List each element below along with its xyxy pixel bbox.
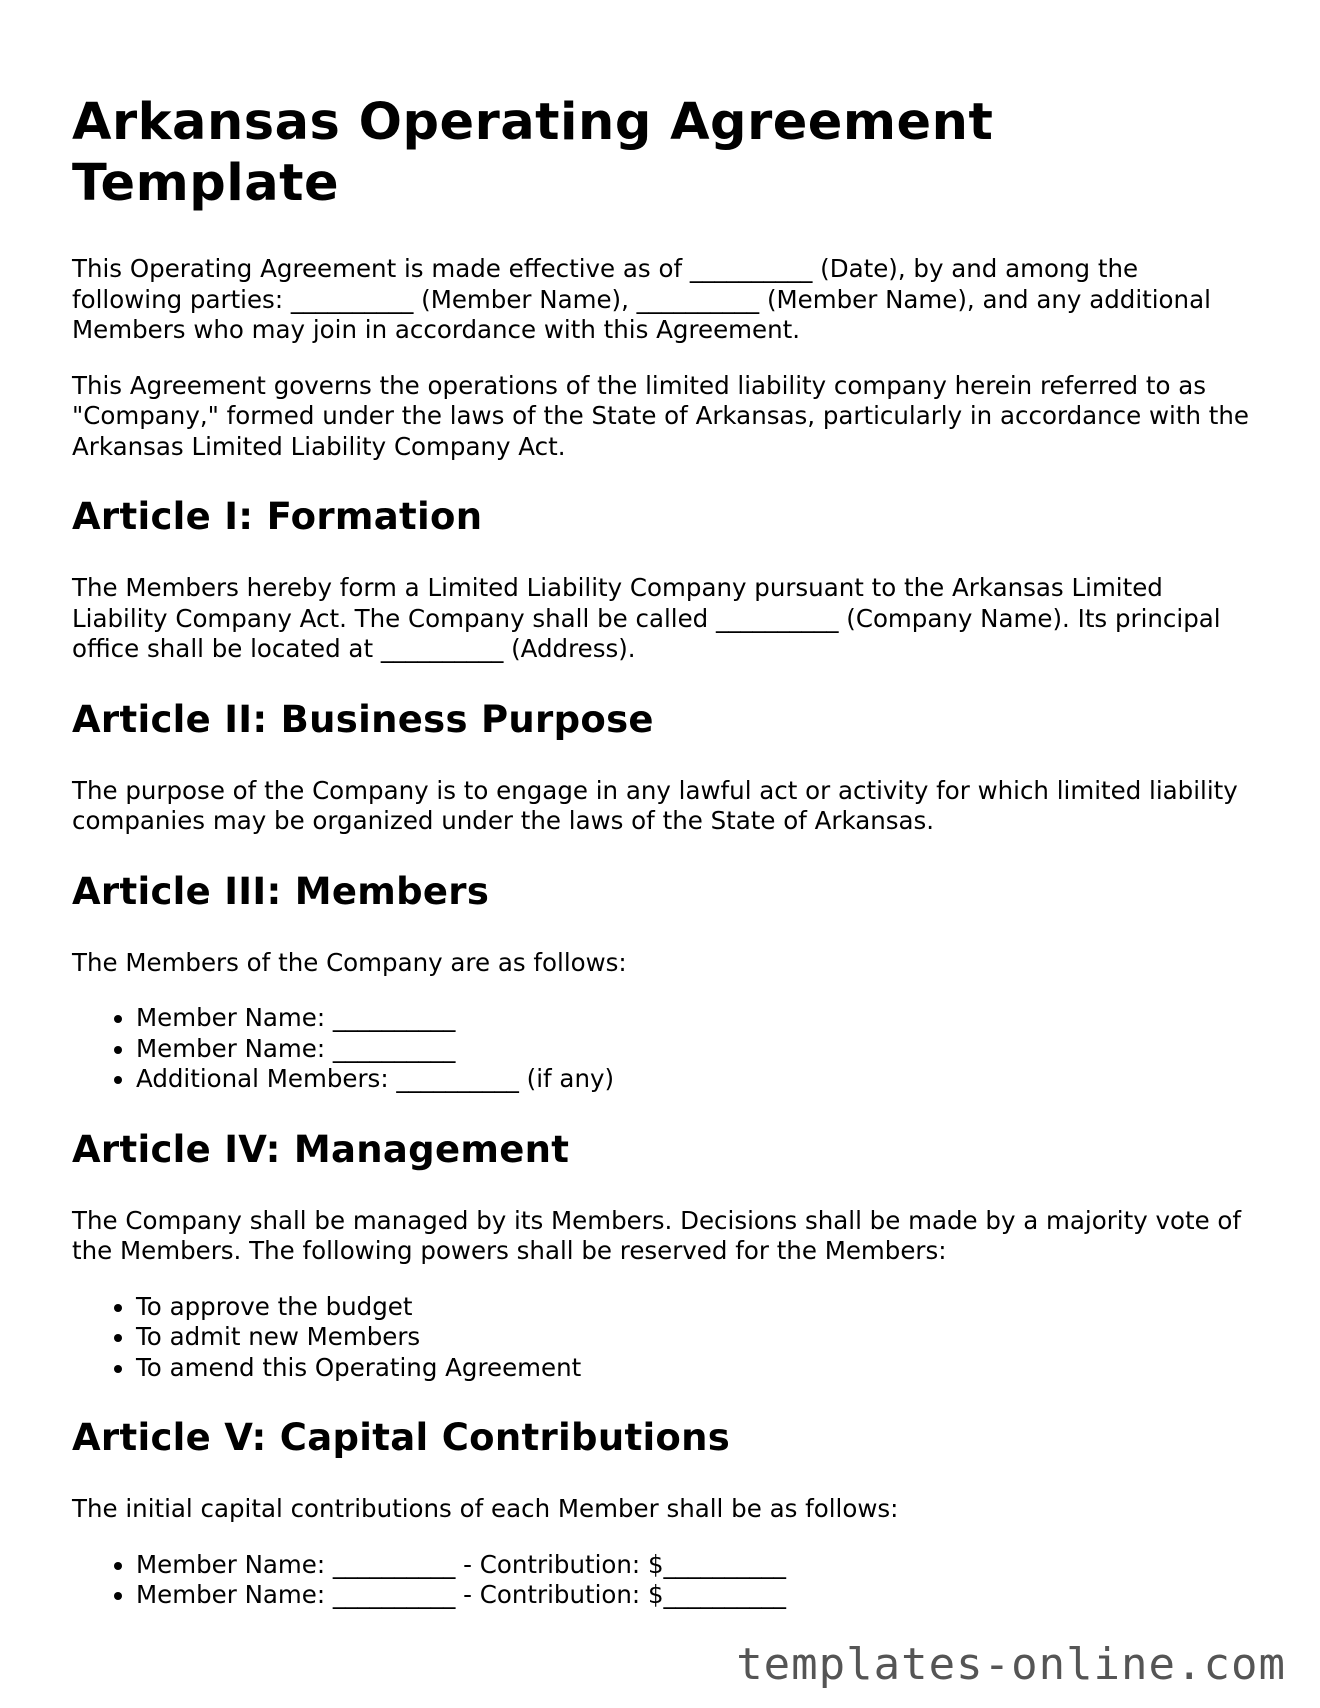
article-management	[72, 1128, 1252, 1384]
article-paragraph: The Company shall be managed by its Members. Decisions shall be made by a majority vote of the Members. The following powers shall be reserved for the Members:	[72, 1205, 1242, 1265]
members-list	[72, 1003, 1252, 1095]
site-watermark: templates-online.com	[736, 1639, 1286, 1690]
article-heading: Article II: Business Purpose	[72, 697, 654, 741]
list-item: • Additional Members: __________ (if any)	[136, 1064, 1252, 1095]
document-title: Arkansas Operating Agreement Template	[72, 93, 994, 213]
article-heading: Article V: Capital Contributions	[72, 1416, 731, 1459]
intro-paragraph-governance: This Agreement governs the operations of the limited liability company herein referred to as "Company," formed under the laws of the State of Arkansas, particularly in accordance with the Arkansas Limited Liability Company Act.	[72, 370, 1249, 461]
list-item: • Member Name: __________ - Contribution: $__________	[136, 1580, 1252, 1611]
article-members	[72, 870, 1252, 1095]
article-paragraph: The Members of the Company are as follows:	[72, 947, 627, 977]
article-formation	[72, 495, 1252, 665]
intro-paragraph-effective-date: This Operating Agreement is made effective as of __________ (Date), by and among the following parties: __________ (Member Name), __________ (Member Name), and any additional Members who may join in accordance with this Agreement.	[72, 254, 1211, 344]
article-business-purpose	[72, 698, 1252, 837]
reserved-powers-list	[72, 1292, 1252, 1384]
article-heading: Article III: Members	[72, 869, 490, 913]
article-paragraph: The initial capital contributions of each Member shall be as follows:	[72, 1494, 899, 1523]
article-heading: Article IV: Management	[72, 1127, 570, 1171]
contributions-list	[72, 1550, 1252, 1611]
article-paragraph: The purpose of the Company is to engage in any lawful act or activity for which limited liability companies may be organized under the laws of the State of Arkansas.	[72, 775, 1238, 835]
article-paragraph: The Members hereby form a Limited Liability Company pursuant to the Arkansas Limited Liability Company Act. The Company shall be called __________ (Company Name). Its principal office shall be located at __________ (Address).	[72, 573, 1221, 663]
document-page	[72, 92, 1252, 1644]
article-capital-contributions	[72, 1416, 1252, 1611]
article-heading: Article I: Formation	[72, 495, 483, 538]
list-item: • Member Name: __________	[136, 1003, 1252, 1034]
list-item: • Member Name: __________	[136, 1034, 1252, 1065]
list-item: • To approve the budget	[136, 1292, 1252, 1323]
list-item: • To amend this Operating Agreement	[136, 1353, 1252, 1384]
list-item: • To admit new Members	[136, 1322, 1252, 1353]
list-item: • Member Name: __________ - Contribution: $__________	[136, 1550, 1252, 1581]
